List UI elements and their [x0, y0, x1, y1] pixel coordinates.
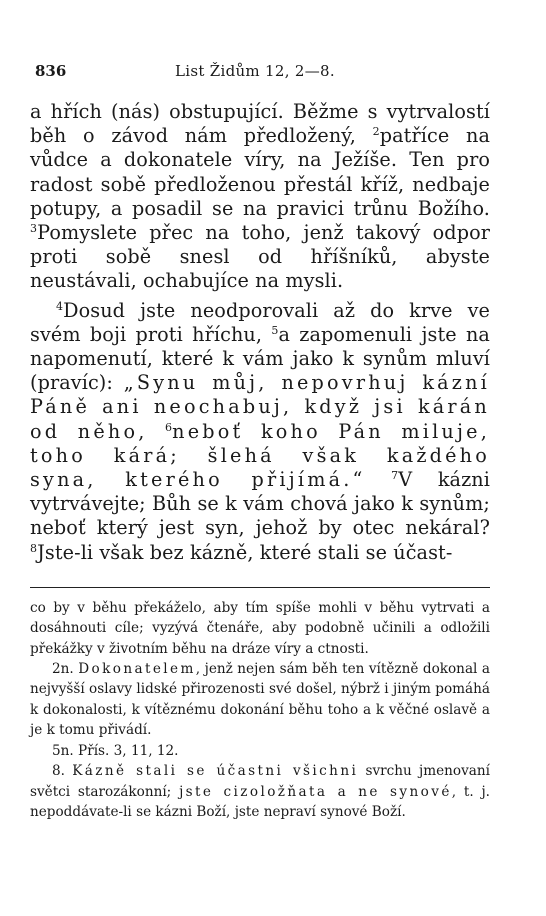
verse-number: 4 [56, 299, 64, 313]
verse-number: 6 [165, 420, 173, 434]
footnote-text: svrchu jmenovaní světci starozákonní; [30, 763, 490, 800]
verse-number: 5 [271, 323, 279, 337]
footnote-text: , jenž nejen sám běh ten vítězně dokonal a nejvyšší oslavy lidské přirozenosti své došel, nýbrž i jiným pomáhá k dokonalosti, k vítěznému dokonání běhu toho a k věčné oslavě a je k tomu přivádí. [30, 661, 490, 739]
text-run: V kázni vytrvávejte; Bůh se k vám chová jako k synům; neboť který jest syn, jehož by otec nekáral? [30, 468, 490, 540]
footnote-continued: co by v běhu překáželo, aby tím spíše mohli v běhu vytrvati a dosáhnouti cíle; vyzývá čtenáře, aby podobně učinili a odložili překážky v životním běhu na dráze víry a ctnosti. [30, 599, 490, 657]
footnote-ref: 2n. [52, 661, 79, 678]
footnote-8 [30, 761, 490, 822]
quotation-spaced: neboť koho Pán miluje, toho kárá; šlehá však každého syna, kterého přijímá.“ [30, 419, 490, 492]
text-run: a zapomenuli jste na napomenutí, které k vám jako k synům mluví (pravíc): [30, 322, 490, 395]
book-page [30, 62, 490, 822]
paragraph-2 [30, 299, 490, 565]
verse-number: 2 [372, 125, 380, 139]
verse-number: 7 [391, 469, 399, 483]
footnote-ref: 8. [52, 763, 73, 780]
text-run: Jste-li však bez kázně, které stali se účast- [37, 540, 453, 564]
footnote-2 [30, 659, 490, 741]
paragraph-1 [30, 100, 490, 294]
verse-number: 3 [30, 222, 38, 236]
quotation-spaced: „Synu můj, nepovrhuj kázní Páně ani neochabuj, když jsi kárán od něho, [30, 371, 490, 443]
footnotes [30, 598, 490, 822]
text-run: Pomyslete přec na toho, jenž takový odpor proti sobě snesl od hříšníků, abyste neustávali, ochabujíce na mysli. [30, 221, 490, 293]
text-run: patříce na vůdce a dokonatele víry, na Ježíše. Ten pro radost sobě předloženou přestál kříž, nedbaje potupy, a posadil se na pravici trůnu Božího. [30, 124, 490, 220]
page-number: 836 [35, 62, 67, 80]
main-text [30, 100, 490, 565]
footnote-term: jste cizoložňata a ne synové [179, 783, 452, 800]
text-run: Dosud jste neodporovali až do krve ve svém boji proti hříchu, [30, 298, 490, 346]
running-head: List Židům 12, 2—8. [175, 62, 335, 80]
footnote-text: , t. j. nepoddávate-li se kázni Boží, jste nepraví synové Boží. [30, 783, 490, 820]
footnote-5: 5n. Přís. 3, 11, 12. [52, 742, 179, 759]
footnote-term: Kázně stali se účastni všichni [72, 763, 359, 780]
page-header [30, 62, 490, 86]
footnote-term: Dokonatelem [78, 661, 196, 678]
text-run: a hřích (nás) obstupující. Běžme s vytrvalostí běh o závod nám předložený, [30, 100, 490, 148]
verse-number: 8 [30, 541, 38, 555]
footnote-divider [30, 587, 490, 588]
